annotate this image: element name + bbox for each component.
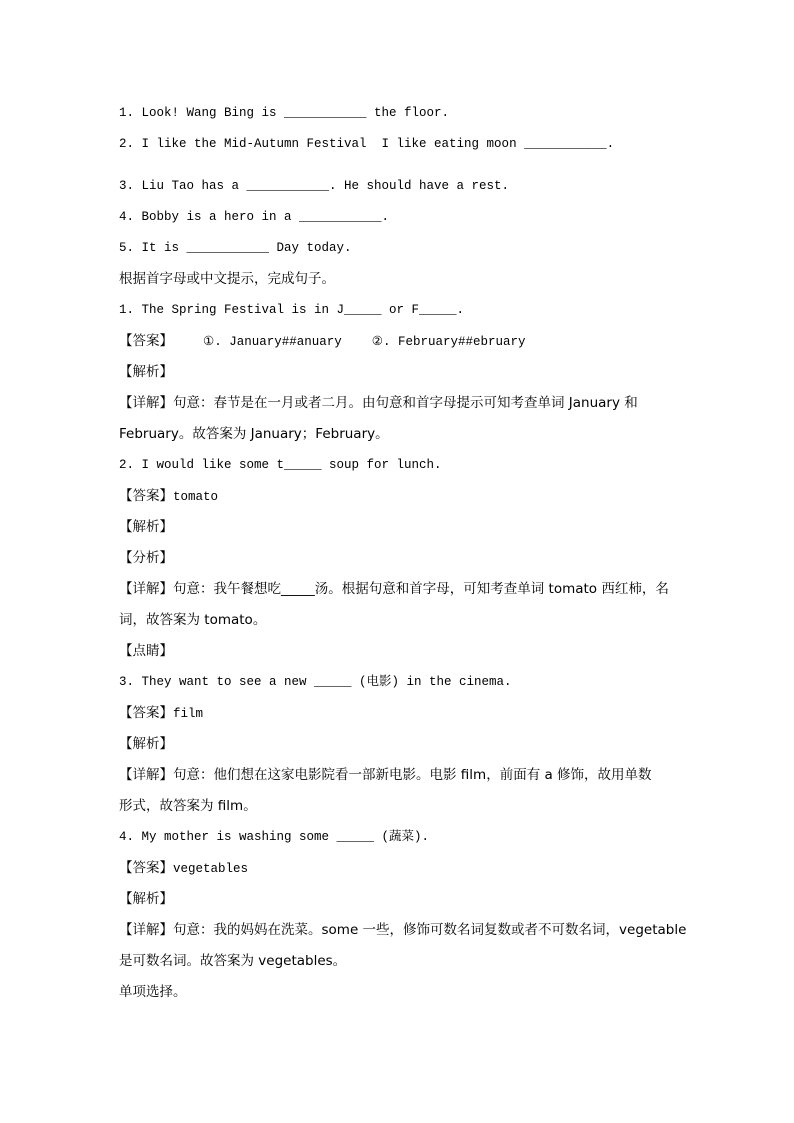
item-1-answer: ①. January##anuary ②. February##ebruary <box>173 335 526 349</box>
document-page <box>119 98 687 1008</box>
answer-label: 【答案】 <box>119 705 173 721</box>
item-2-detail-text-cont: 词，故答案为 tomato。 <box>119 612 267 628</box>
item-3-detail-row <box>119 760 684 791</box>
item-3-answer-row <box>119 698 684 729</box>
question-2 <box>119 129 684 160</box>
item-3-detail-text: 句意：他们想在这家电影院看一部新电影。电影 film，前面有 a 修饰，故用单数 <box>173 767 652 783</box>
item-1-detail-text: 句意：春节是在一月或者二月。由句意和首字母提示可知考查单词 January 和 <box>173 395 638 411</box>
item-3-analysis-label: 【解析】 <box>119 736 173 752</box>
item-3-question: 3. They want to see a new _____ (电影) in the cinema. <box>119 675 512 689</box>
item-4-detail-text: 句意：我的妈妈在洗菜。some 一些，修饰可数名词复数或者不可数名词，vegetable <box>173 922 687 938</box>
answer-label: 【答案】 <box>119 860 173 876</box>
question-5: 5. It is ___________ Day today. <box>119 241 352 255</box>
question-3: 3. Liu Tao has a ___________. He should have a rest. <box>119 179 510 193</box>
item-2-fenxi-label: 【分析】 <box>119 550 173 566</box>
answer-label: 【答案】 <box>119 488 173 504</box>
question-1: 1. Look! Wang Bing is ___________ the floor. <box>119 106 450 120</box>
item-2-answer-row <box>119 481 684 512</box>
detail-label: 【详解】 <box>119 395 173 411</box>
item-4-answer: vegetables <box>173 862 249 876</box>
item-1-detail-row <box>119 388 684 419</box>
item-1-detail-text-cont: February。故答案为 January；February。 <box>119 426 389 442</box>
item-3-answer: film <box>173 707 204 721</box>
question-4: 4. Bobby is a hero in a ___________. <box>119 210 390 224</box>
item-3-detail-text-cont: 形式，故答案为 film。 <box>119 798 257 814</box>
section-heading: 根据首字母或中文提示，完成句子。 <box>119 271 335 287</box>
item-2-answer: tomato <box>173 490 219 504</box>
item-2-question: 2. I would like some t_____ soup for lunch. <box>119 458 442 472</box>
item-1-answer-row <box>119 326 684 357</box>
detail-label: 【详解】 <box>119 922 173 938</box>
spacer <box>119 160 684 171</box>
answer-label: 【答案】 <box>119 333 173 349</box>
item-4-question: 4. My mother is washing some _____ (蔬菜). <box>119 830 430 844</box>
item-4-analysis-label: 【解析】 <box>119 891 173 907</box>
item-4-answer-row <box>119 853 684 884</box>
question-2-text: 2. I like the Mid-Autumn Festival I like eating moon ___________. <box>119 137 615 151</box>
item-4-detail-row <box>119 915 687 946</box>
item-2-detail-text: 句意：我午餐想吃_____汤。根据句意和首字母，可知考查单词 tomato 西红柿，名 <box>173 581 669 597</box>
next-section-heading: 单项选择。 <box>119 984 187 1000</box>
detail-label: 【详解】 <box>119 581 173 597</box>
item-4-detail-text-cont: 是可数名词。故答案为 vegetables。 <box>119 953 347 969</box>
item-2-detail-row <box>119 574 684 605</box>
detail-label: 【详解】 <box>119 767 173 783</box>
item-2-analysis-label: 【解析】 <box>119 519 173 535</box>
item-1-analysis-label: 【解析】 <box>119 364 173 380</box>
item-2-dianjing-label: 【点睛】 <box>119 643 173 659</box>
item-1-question: 1. The Spring Festival is in J_____ or F_____. <box>119 303 465 317</box>
